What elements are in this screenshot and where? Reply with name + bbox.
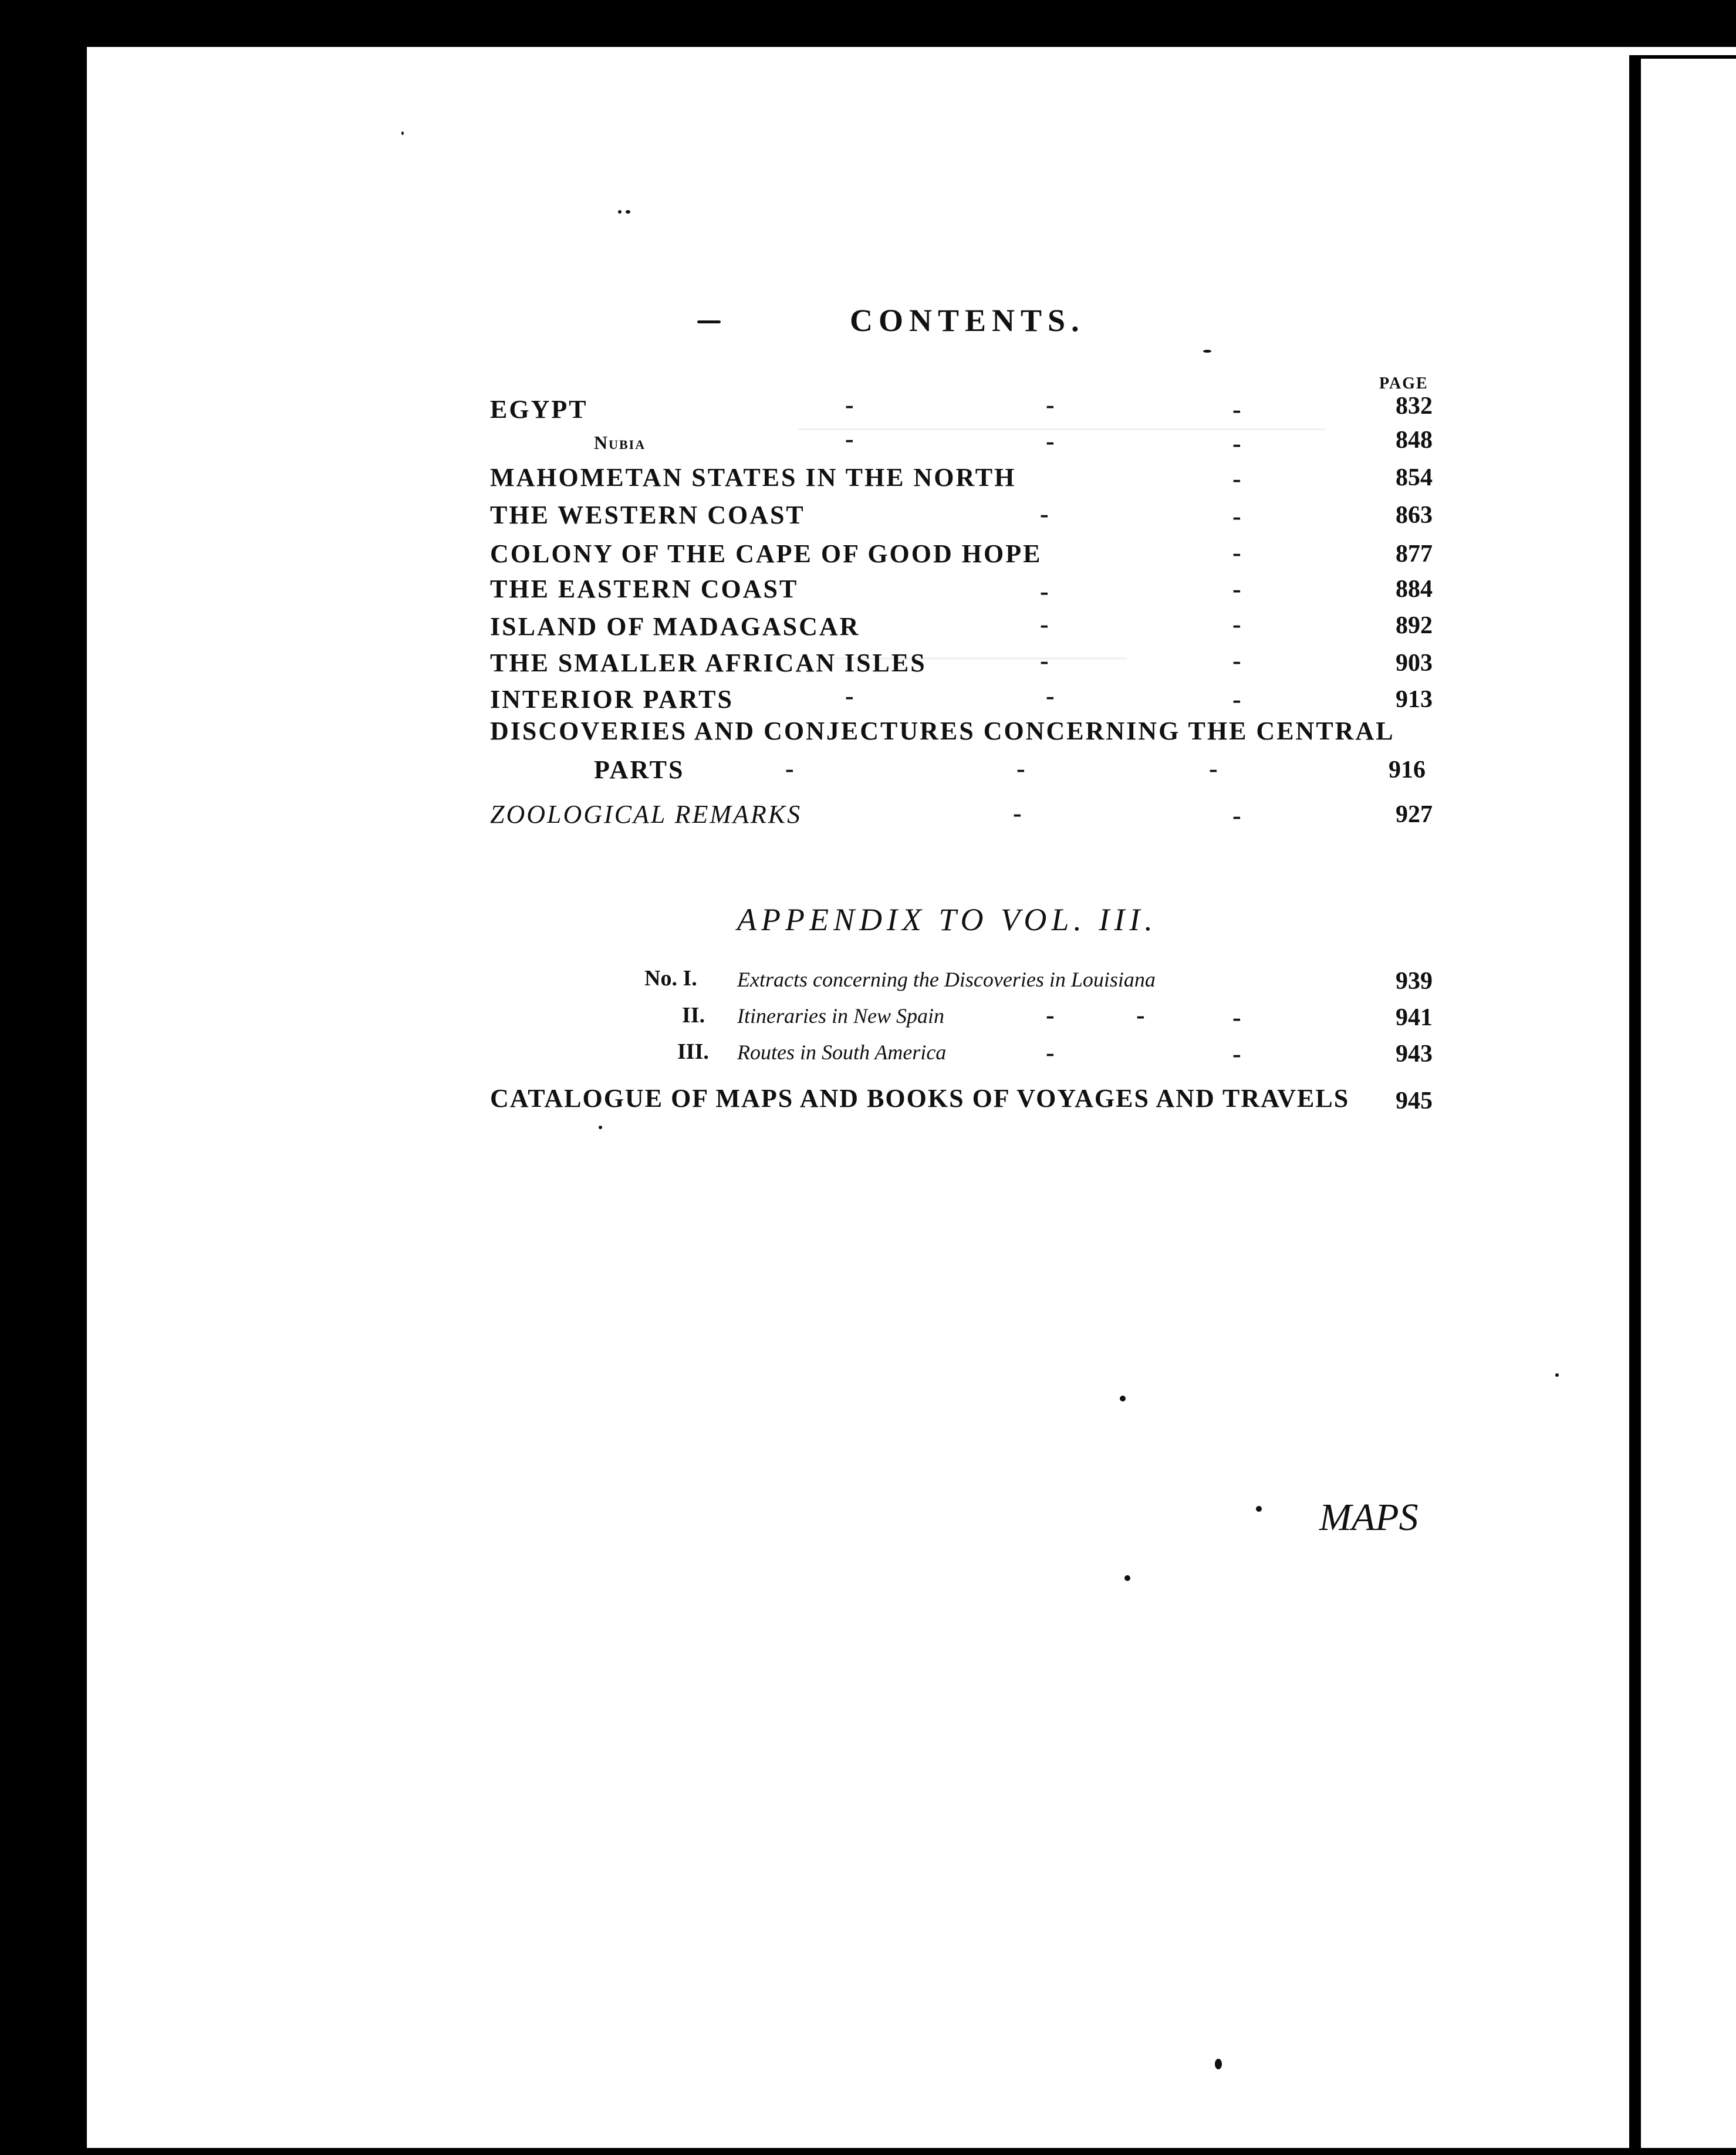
leader-dash: -: [1232, 502, 1241, 531]
leader-dash: -: [1046, 1038, 1055, 1067]
entry-page: 832: [1396, 393, 1433, 420]
entry-page: 892: [1396, 612, 1433, 639]
appendix-number: II.: [682, 1003, 705, 1028]
bleed-through: [798, 428, 1326, 454]
entry-title: INTERIOR PARTS: [490, 685, 734, 714]
leader-dash: -: [1232, 1039, 1241, 1068]
leader-dash: -: [1232, 1003, 1241, 1032]
leader-dash: -: [1232, 801, 1241, 830]
page-column-label: PAGE: [1379, 374, 1428, 393]
entry-title: MAHOMETAN STATES IN THE NORTH: [490, 463, 1016, 492]
appendix-page: 939: [1396, 968, 1433, 995]
leader-dash: -: [1136, 1001, 1145, 1029]
speck: [618, 210, 622, 214]
appendix-heading: APPENDIX TO VOL. III.: [737, 902, 1157, 937]
entry-page: 903: [1396, 650, 1433, 677]
entry-title: COLONY OF THE CAPE OF GOOD HOPE: [490, 539, 1042, 568]
speck: [626, 210, 630, 214]
facing-page-edge: [1637, 59, 1736, 2148]
entry-page: 877: [1396, 541, 1433, 568]
speck: [1203, 350, 1211, 353]
leader-dash: -: [1040, 646, 1049, 675]
appendix-number: No. I.: [644, 966, 697, 991]
leader-dash: -: [1046, 390, 1055, 419]
appendix-text: Routes in South America: [737, 1041, 947, 1064]
leader-dash: -: [1040, 499, 1049, 528]
leader-dash: -: [845, 424, 854, 453]
leader-dash: -: [1232, 575, 1241, 603]
leader-dash: -: [1209, 754, 1218, 783]
entry-title: Nubia: [594, 432, 646, 453]
speck: [401, 131, 404, 135]
entry-title: EGYPT: [490, 395, 588, 424]
speck: [1124, 1575, 1130, 1581]
catalogue-page: 945: [1396, 1087, 1433, 1114]
leader-dash: -: [1232, 395, 1241, 424]
speck: [599, 1126, 602, 1129]
leader-dash: -: [1016, 754, 1025, 783]
leader-dash: -: [1046, 427, 1055, 455]
entry-page: 927: [1396, 801, 1433, 828]
appendix-text: Itineraries in New Spain: [737, 1004, 944, 1028]
contents-heading: CONTENTS.: [850, 303, 1085, 338]
entry-title: DISCOVERIES AND CONJECTURES CONCERNING THE CENTRAL: [490, 717, 1395, 745]
leader-dash: -: [845, 390, 854, 419]
entry-title: THE SMALLER AFRICAN ISLES: [490, 648, 927, 677]
speck: [1215, 2059, 1222, 2069]
entry-title-continued: PARTS: [594, 755, 685, 784]
speck: [697, 320, 721, 323]
entry-page: 863: [1396, 502, 1433, 529]
entry-page: 913: [1396, 686, 1433, 713]
entry-page: 848: [1396, 427, 1433, 454]
entry-title: THE WESTERN COAST: [490, 501, 805, 529]
leader-dash: -: [1040, 610, 1049, 639]
entry-page: 916: [1389, 756, 1426, 783]
appendix-page: 943: [1396, 1041, 1433, 1068]
speck: [1120, 1396, 1126, 1401]
entry-title: ISLAND OF MADAGASCAR: [490, 612, 860, 641]
speck: [1256, 1506, 1262, 1512]
speck: [1555, 1373, 1559, 1377]
leader-dash: -: [1232, 538, 1241, 567]
appendix-text: Extracts concerning the Discoveries in Louisiana: [737, 968, 1156, 991]
leader-dash: -: [845, 681, 854, 710]
leader-dash: -: [1046, 1001, 1055, 1029]
leader-dash: -: [1013, 799, 1022, 827]
catalogue-title: CATALOGUE OF MAPS AND BOOKS OF VOYAGES AND TRAVELS: [490, 1084, 1350, 1113]
entry-title: THE EASTERN COAST: [490, 575, 799, 603]
appendix-page: 941: [1396, 1004, 1433, 1031]
appendix-number: III.: [677, 1039, 709, 1064]
entry-page: 854: [1396, 464, 1433, 491]
leader-dash: -: [1232, 610, 1241, 639]
leader-dash: -: [785, 754, 794, 783]
entry-title: ZOOLOGICAL REMARKS: [490, 800, 802, 829]
leader-dash: -: [1232, 429, 1241, 458]
leader-dash: -: [1232, 685, 1241, 714]
entry-page: 884: [1396, 576, 1433, 603]
leader-dash: -: [1040, 577, 1049, 606]
leader-dash: -: [1232, 646, 1241, 675]
leader-dash: -: [1232, 464, 1241, 493]
leader-dash: -: [1046, 681, 1055, 710]
maps-label: MAPS: [1319, 1496, 1418, 1539]
